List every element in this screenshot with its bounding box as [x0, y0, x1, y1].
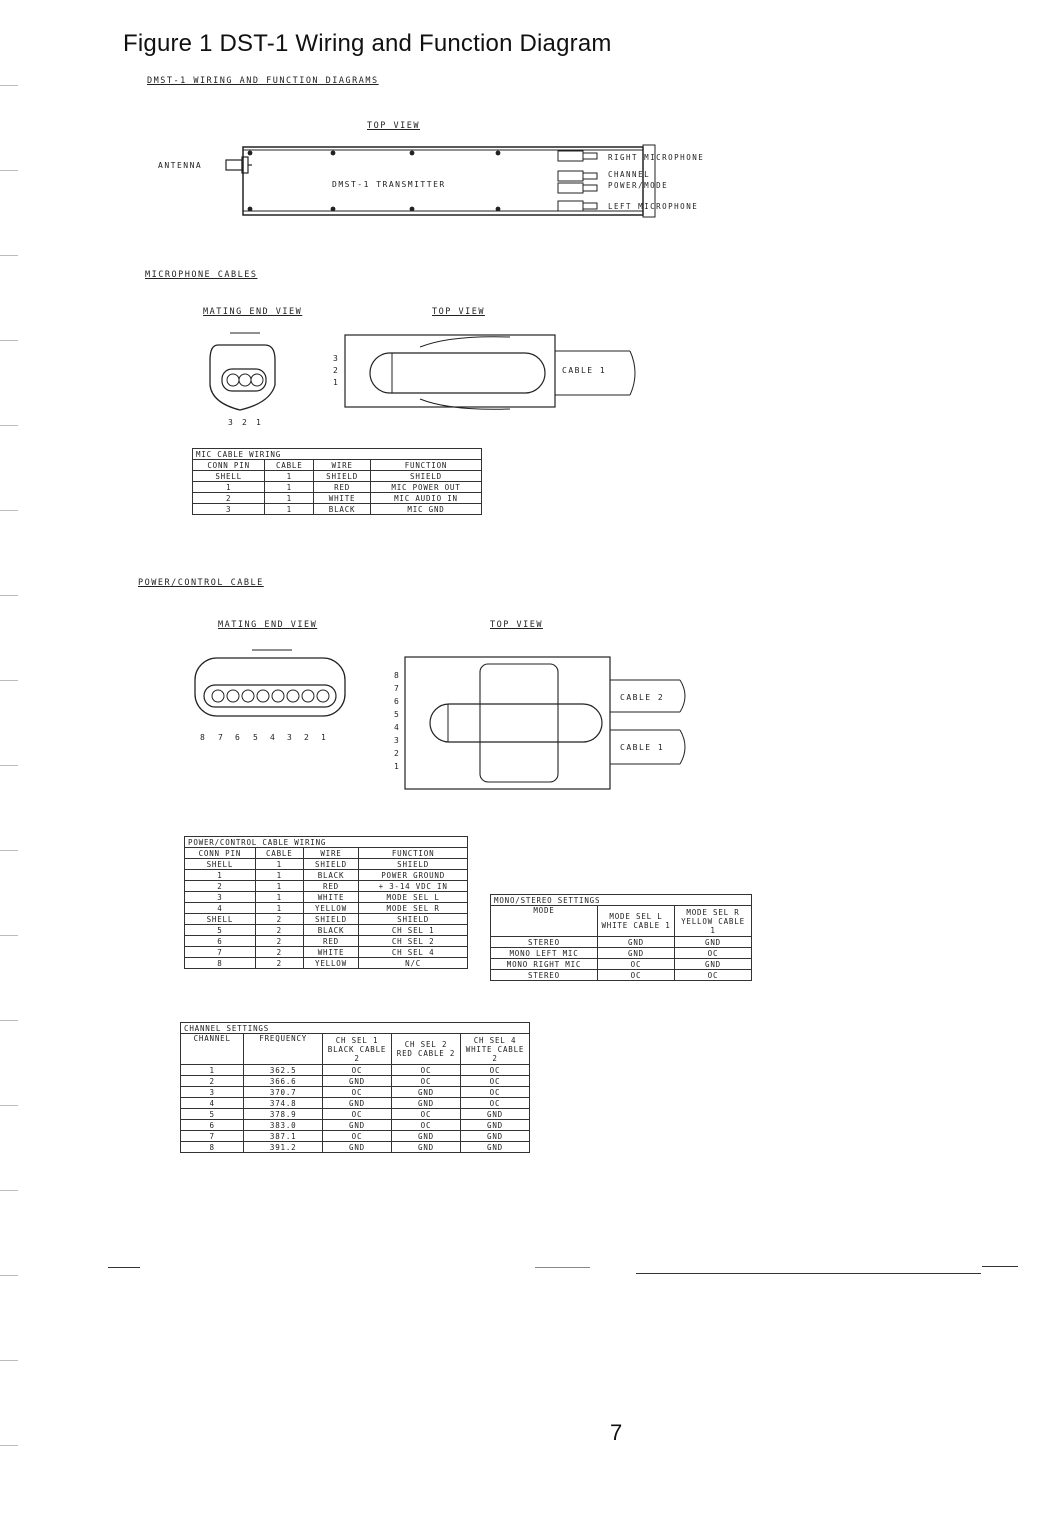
connector-label-channel: CHANNEL — [608, 170, 651, 179]
cell: SHIELD — [370, 471, 481, 482]
cell: SHIELD — [303, 914, 359, 925]
power-side-pin-2: 2 — [394, 749, 399, 758]
power-side-pin-7: 7 — [394, 684, 399, 693]
table-row — [181, 1142, 530, 1153]
table-row — [193, 493, 482, 504]
power-wiring-table — [184, 836, 468, 969]
power-connector-top-view — [390, 652, 700, 797]
cell: 4 — [181, 1098, 244, 1109]
cell: GND — [392, 1087, 461, 1098]
channel-settings-title: CHANNEL SETTINGS — [181, 1023, 530, 1034]
cell: 5 — [181, 1109, 244, 1120]
cell: 1 — [265, 504, 314, 515]
cell: YELLOW — [303, 958, 359, 969]
divider — [636, 1273, 981, 1274]
cell: N/C — [359, 958, 468, 969]
cell: GND — [323, 1076, 392, 1087]
power-side-pin-5: 5 — [394, 710, 399, 719]
cell: RED — [303, 936, 359, 947]
cell: 2 — [255, 947, 303, 958]
cell: GND — [675, 959, 752, 970]
cell: 6 — [181, 1120, 244, 1131]
cell: MONO RIGHT MIC — [491, 959, 598, 970]
cell: BLACK — [303, 870, 359, 881]
table-row — [185, 936, 468, 947]
table-row — [181, 1131, 530, 1142]
transmitter-body-label: DMST-1 TRANSMITTER — [332, 180, 446, 189]
cell: OC — [461, 1076, 530, 1087]
cell: MIC GND — [370, 504, 481, 515]
cell: BLACK — [314, 504, 371, 515]
cell: MODE SEL L — [359, 892, 468, 903]
transmitter-top-view-label: TOP VIEW — [367, 121, 420, 131]
cell: CH SEL 4 — [359, 947, 468, 958]
cell: OC — [461, 1087, 530, 1098]
cell: GND — [392, 1142, 461, 1153]
table-row — [185, 925, 468, 936]
mic-wiring-header: FUNCTION — [370, 460, 481, 471]
channel-header: FREQUENCY — [244, 1034, 323, 1065]
cell: 3 — [193, 504, 265, 515]
power-pin-5: 5 — [253, 733, 258, 742]
channel-header: CH SEL 2 RED CABLE 2 — [392, 1034, 461, 1065]
connector-label-right-mic: RIGHT MICROPHONE — [608, 153, 705, 162]
power-pin-7: 7 — [218, 733, 223, 742]
mono-stereo-header: MODE — [491, 906, 598, 937]
cell: MIC POWER OUT — [370, 482, 481, 493]
cell: 2 — [255, 914, 303, 925]
cell: RED — [314, 482, 371, 493]
power-connector-end-view — [190, 640, 350, 745]
mic-side-pin-2: 2 — [333, 366, 338, 375]
cell: 2 — [255, 925, 303, 936]
cell: 7 — [185, 947, 256, 958]
mic-connector-end-view — [200, 325, 300, 430]
cell: GND — [461, 1131, 530, 1142]
power-side-pin-4: 4 — [394, 723, 399, 732]
table-row — [181, 1087, 530, 1098]
cell: 4 — [185, 903, 256, 914]
table-row — [181, 1065, 530, 1076]
antenna-icon — [226, 157, 252, 173]
cell: GND — [598, 937, 675, 948]
cell: 2 — [255, 936, 303, 947]
cell: GND — [598, 948, 675, 959]
cell: STEREO — [491, 937, 598, 948]
cell: 5 — [185, 925, 256, 936]
table-row — [185, 914, 468, 925]
cell: WHITE — [303, 892, 359, 903]
connector-left-mic-icon — [558, 201, 597, 211]
cell: OC — [323, 1065, 392, 1076]
table-row — [181, 1120, 530, 1131]
connector-power-icon — [558, 183, 597, 193]
mono-stereo-header: MODE SEL R YELLOW CABLE 1 — [675, 906, 752, 937]
power-side-pin-6: 6 — [394, 697, 399, 706]
cell: OC — [461, 1065, 530, 1076]
mic-cables-heading: MICROPHONE CABLES — [145, 270, 258, 280]
connector-right-mic-icon — [558, 151, 597, 161]
table-row — [185, 859, 468, 870]
power-pin-2: 2 — [304, 733, 309, 742]
table-row — [491, 937, 752, 948]
cell: CH SEL 1 — [359, 925, 468, 936]
power-cable-label-1: CABLE 1 — [620, 743, 665, 752]
power-cable-heading: POWER/CONTROL CABLE — [138, 578, 264, 588]
power-pin-8: 8 — [200, 733, 205, 742]
cell: RED — [303, 881, 359, 892]
cell: 8 — [185, 958, 256, 969]
mono-stereo-table — [490, 894, 752, 981]
table-row — [185, 892, 468, 903]
cell: OC — [461, 1098, 530, 1109]
table-row — [185, 958, 468, 969]
channel-header: CH SEL 1 BLACK CABLE 2 — [323, 1034, 392, 1065]
connector-label-power-mode: POWER/MODE — [608, 181, 669, 190]
cell: OC — [598, 959, 675, 970]
cell: 362.5 — [244, 1065, 323, 1076]
power-pin-4: 4 — [270, 733, 275, 742]
cell: STEREO — [491, 970, 598, 981]
mic-cable-label: CABLE 1 — [562, 366, 607, 375]
cell: 3 — [181, 1087, 244, 1098]
cell: 387.1 — [244, 1131, 323, 1142]
mic-wiring-title: MIC CABLE WIRING — [193, 449, 482, 460]
channel-header: CH SEL 4 WHITE CABLE 2 — [461, 1034, 530, 1065]
power-wiring-header: CONN PIN — [185, 848, 256, 859]
power-pin-3: 3 — [287, 733, 292, 742]
table-row — [185, 881, 468, 892]
power-wiring-title: POWER/CONTROL CABLE WIRING — [185, 837, 468, 848]
cell: OC — [392, 1120, 461, 1131]
cell: 8 — [181, 1142, 244, 1153]
power-wiring-header: CABLE — [255, 848, 303, 859]
power-side-pin-1: 1 — [394, 762, 399, 771]
mic-side-pin-3: 3 — [333, 354, 338, 363]
cell: MODE SEL R — [359, 903, 468, 914]
cell: GND — [323, 1142, 392, 1153]
cell: 2 — [181, 1076, 244, 1087]
mic-pin-2: 2 — [242, 418, 247, 427]
mic-pin-1: 1 — [256, 418, 261, 427]
antenna-label: ANTENNA — [158, 161, 203, 170]
power-wiring-header: WIRE — [303, 848, 359, 859]
page-number: 7 — [610, 1420, 623, 1445]
cell: 366.6 — [244, 1076, 323, 1087]
cell: YELLOW — [303, 903, 359, 914]
power-wiring-header: FUNCTION — [359, 848, 468, 859]
cell: GND — [392, 1131, 461, 1142]
table-row — [185, 947, 468, 958]
table-row — [491, 948, 752, 959]
mic-top-view-label: TOP VIEW — [432, 307, 485, 317]
power-top-view-label: TOP VIEW — [490, 620, 543, 630]
cell: OC — [598, 970, 675, 981]
cell: OC — [675, 970, 752, 981]
table-row — [491, 959, 752, 970]
cell: OC — [392, 1109, 461, 1120]
cell: OC — [323, 1087, 392, 1098]
cell: GND — [675, 937, 752, 948]
cell: 1 — [193, 482, 265, 493]
cell: GND — [461, 1120, 530, 1131]
cell: SHIELD — [359, 859, 468, 870]
mic-wiring-header: CONN PIN — [193, 460, 265, 471]
table-row — [185, 903, 468, 914]
cell: SHELL — [193, 471, 265, 482]
mic-wiring-header: WIRE — [314, 460, 371, 471]
cell: 1 — [181, 1065, 244, 1076]
cell: MIC AUDIO IN — [370, 493, 481, 504]
divider — [108, 1267, 140, 1268]
cell: OC — [323, 1109, 392, 1120]
cell: OC — [675, 948, 752, 959]
page-title: Figure 1 DST-1 Wiring and Function Diagram — [123, 30, 612, 57]
channel-settings-table — [180, 1022, 530, 1153]
divider — [535, 1267, 590, 1268]
cell: WHITE — [314, 493, 371, 504]
power-mating-end-view-label: MATING END VIEW — [218, 620, 318, 630]
cell: 1 — [255, 892, 303, 903]
cell: 7 — [181, 1131, 244, 1142]
table-row — [181, 1109, 530, 1120]
divider — [982, 1266, 1018, 1267]
mono-stereo-header: MODE SEL L WHITE CABLE 1 — [598, 906, 675, 937]
connector-channel-icon — [558, 171, 597, 181]
cell: 1 — [265, 493, 314, 504]
cell: + 3-14 VDC IN — [359, 881, 468, 892]
cell: GND — [323, 1120, 392, 1131]
power-side-pin-3: 3 — [394, 736, 399, 745]
power-pin-6: 6 — [235, 733, 240, 742]
cell: GND — [392, 1098, 461, 1109]
table-row — [193, 504, 482, 515]
cell: 383.0 — [244, 1120, 323, 1131]
cell: OC — [392, 1076, 461, 1087]
cell: 1 — [265, 482, 314, 493]
cell: 2 — [255, 958, 303, 969]
cell: SHIELD — [359, 914, 468, 925]
cell: 2 — [193, 493, 265, 504]
cell: 2 — [185, 881, 256, 892]
transmitter-diagram — [150, 135, 750, 225]
mic-wiring-header: CABLE — [265, 460, 314, 471]
cell: SHIELD — [314, 471, 371, 482]
cell: 391.2 — [244, 1142, 323, 1153]
table-row — [491, 970, 752, 981]
table-row — [181, 1076, 530, 1087]
mic-side-pin-1: 1 — [333, 378, 338, 387]
cell: SHIELD — [303, 859, 359, 870]
cell: 374.8 — [244, 1098, 323, 1109]
cell: WHITE — [303, 947, 359, 958]
cell: 1 — [265, 471, 314, 482]
cell: OC — [323, 1131, 392, 1142]
channel-header: CHANNEL — [181, 1034, 244, 1065]
cell: 1 — [185, 870, 256, 881]
cell: GND — [323, 1098, 392, 1109]
mic-connector-top-view — [330, 325, 650, 415]
power-side-pin-8: 8 — [394, 671, 399, 680]
cell: SHELL — [185, 914, 256, 925]
cell: 370.7 — [244, 1087, 323, 1098]
cell: CH SEL 2 — [359, 936, 468, 947]
cell: MONO LEFT MIC — [491, 948, 598, 959]
table-row — [185, 870, 468, 881]
diagrams-heading: DMST-1 WIRING AND FUNCTION DIAGRAMS — [147, 76, 379, 86]
cell: 1 — [255, 903, 303, 914]
mono-stereo-title: MONO/STEREO SETTINGS — [491, 895, 752, 906]
cell: 1 — [255, 881, 303, 892]
cell: SHELL — [185, 859, 256, 870]
mic-pin-3: 3 — [228, 418, 233, 427]
cell: GND — [461, 1142, 530, 1153]
cell: BLACK — [303, 925, 359, 936]
cell: 6 — [185, 936, 256, 947]
table-row — [181, 1098, 530, 1109]
cell: 1 — [255, 870, 303, 881]
power-pin-1: 1 — [321, 733, 326, 742]
cell: GND — [461, 1109, 530, 1120]
cell: 3 — [185, 892, 256, 903]
table-row — [193, 482, 482, 493]
cell: 378.9 — [244, 1109, 323, 1120]
power-cable-label-2: CABLE 2 — [620, 693, 665, 702]
cell: POWER GROUND — [359, 870, 468, 881]
connector-label-left-mic: LEFT MICROPHONE — [608, 202, 699, 211]
mic-mating-end-view-label: MATING END VIEW — [203, 307, 303, 317]
cell: 1 — [255, 859, 303, 870]
mic-wiring-table — [192, 448, 482, 515]
cell: OC — [392, 1065, 461, 1076]
table-row — [193, 471, 482, 482]
